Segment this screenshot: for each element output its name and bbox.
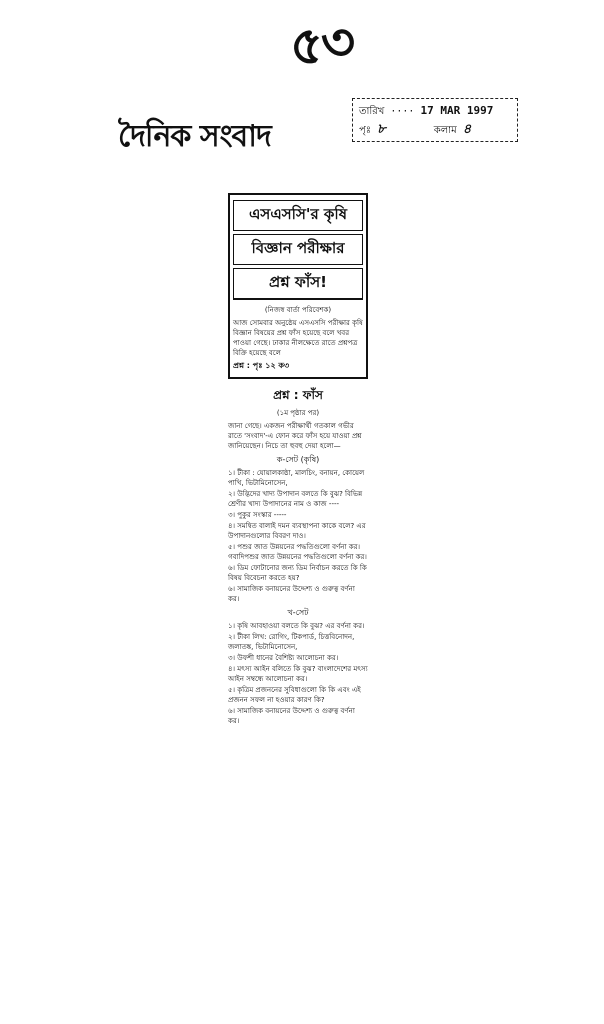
stamp-spacer <box>392 125 428 136</box>
stamp-page-row <box>359 120 511 138</box>
stamp-column-label: কলাম <box>433 125 457 136</box>
set-b-item: ২। টীকা লিখ: রোগিং, টিকপার্ড, চিত্তবিনোদন, জলাতঙ্ক, ভিটামিনোসেন, <box>228 633 355 651</box>
continued-title: প্রশ্ন : ফাঁস <box>273 388 323 402</box>
headline-line-3: প্রশ্ন ফাঁস! <box>233 268 363 300</box>
stamp-page-value: ৮ <box>377 122 386 137</box>
news-clipping <box>228 193 368 726</box>
continued-body: জানা গেছে। একজন পরীক্ষার্থী গতকাল গভীর রাতে 'সংবাদ'-এ ফোন করে ফাঁস হয়ে যাওয়া প্রশ্ন জানিয়েছেন। নিচে তা হুবহু দেয়া হলো— <box>228 422 362 450</box>
stamp-date-label: তারিখ <box>359 106 385 117</box>
set-a-item: ৫। পশুর জাত উন্নয়নের পদ্ধতিগুলো বর্ণনা কর। গবাদিপশুর জাত উন্নয়নের পদ্ধতিগুলো বর্ণনা কর। <box>228 543 367 561</box>
stamp-date-row <box>359 102 511 120</box>
set-a-item: ১। টীকা : যোয়ালকাষ্ঠা, মালচিং, বনায়ন, কোয়েল পাখি, ভিটামিনোসেন, <box>228 469 365 487</box>
set-a-item: ৬। সামাজিক বনায়নের উদ্দেশ্য ও গুরুত্ব বর্ণনা কর। <box>228 585 355 603</box>
continued-from: (১ম পৃষ্ঠার পর) <box>276 409 320 417</box>
set-b-item: ৬। সামাজিক বনায়নের উদ্দেশ্য ও গুরুত্ব বর্ণনা কর। <box>228 707 355 725</box>
set-a-item: ২। উদ্ভিদের খাদ্য উপাদান বলতে কি বুঝ? বিভিন্ন শ্রেণীর খাদ্য উপাদানের নাম ও কাজ ---- <box>228 490 363 508</box>
set-b-item: ১। কৃষি আবহাওয়া বলতে কি বুঝ? এর বর্ণনা কর। <box>228 622 365 630</box>
set-a-title: ক-সেট (কৃষি) <box>276 455 320 464</box>
newspaper-name: দৈনিক সংবাদ <box>118 119 271 154</box>
date-stamp <box>352 98 518 142</box>
stamp-page-label: পৃঃ <box>359 125 372 136</box>
set-b-title: খ-সেট <box>287 608 309 617</box>
headline-box <box>228 193 368 379</box>
handwritten-page-number: ৫৩ <box>286 11 357 79</box>
set-a-item: ৩। পুকুর সংস্কার ----- <box>228 511 287 519</box>
set-b-item: ৩। উফশী ধানের বৈশিষ্ট্য আলোচনা কর। <box>228 654 339 662</box>
stamp-dots: ···· <box>390 106 415 117</box>
stamp-date-value: 17 MAR 1997 <box>420 104 494 117</box>
continuation-reference: প্রশ্ন : পৃঃ ১২ ক৩ <box>233 361 290 370</box>
set-a-item: ৪। সমন্বিত বালাই দমন ব্যবস্থাপনা কাকে বলে? এর উপাদানগুলোর বিবরণ দাও। <box>228 522 366 540</box>
set-b-item: ৫। কৃত্রিম প্রজননের সুবিধাগুলো কি কি এবং এই প্রজনন সফল না হওয়ার কারণ কি? <box>228 686 361 704</box>
dateline: (নিজস্ব বার্তা পরিবেশক) <box>264 306 332 314</box>
headline-line-1: এসএসসি'র কৃষি <box>233 200 363 231</box>
stamp-column-value: ৪ <box>462 122 472 137</box>
lead-paragraph: আজ সোমবার অনুষ্ঠেয় এসএসসি পরীক্ষার কৃষি বিজ্ঞান বিষয়ের প্রশ্ন ফাঁস হয়েছে বলে খবর পাওয়া গেছে। ঢাকার নীলক্ষেতে রাতে প্রশ্নপত্র বিক্রি হয়েছে বলে <box>233 319 363 357</box>
set-b-item: ৪। মৎস্য আইন বলিতে কি বুঝ? বাংলাদেশের মৎস্য আইন সম্বন্ধে আলোচনা কর। <box>228 665 368 683</box>
headline-line-2: বিজ্ঞান পরীক্ষার <box>233 234 363 265</box>
set-a-item: ৬। ডিম ফোটানোর জন্য ডিম নির্বাচন করতে কি কি বিষয় বিবেচনা করতে হয়? <box>228 564 367 582</box>
